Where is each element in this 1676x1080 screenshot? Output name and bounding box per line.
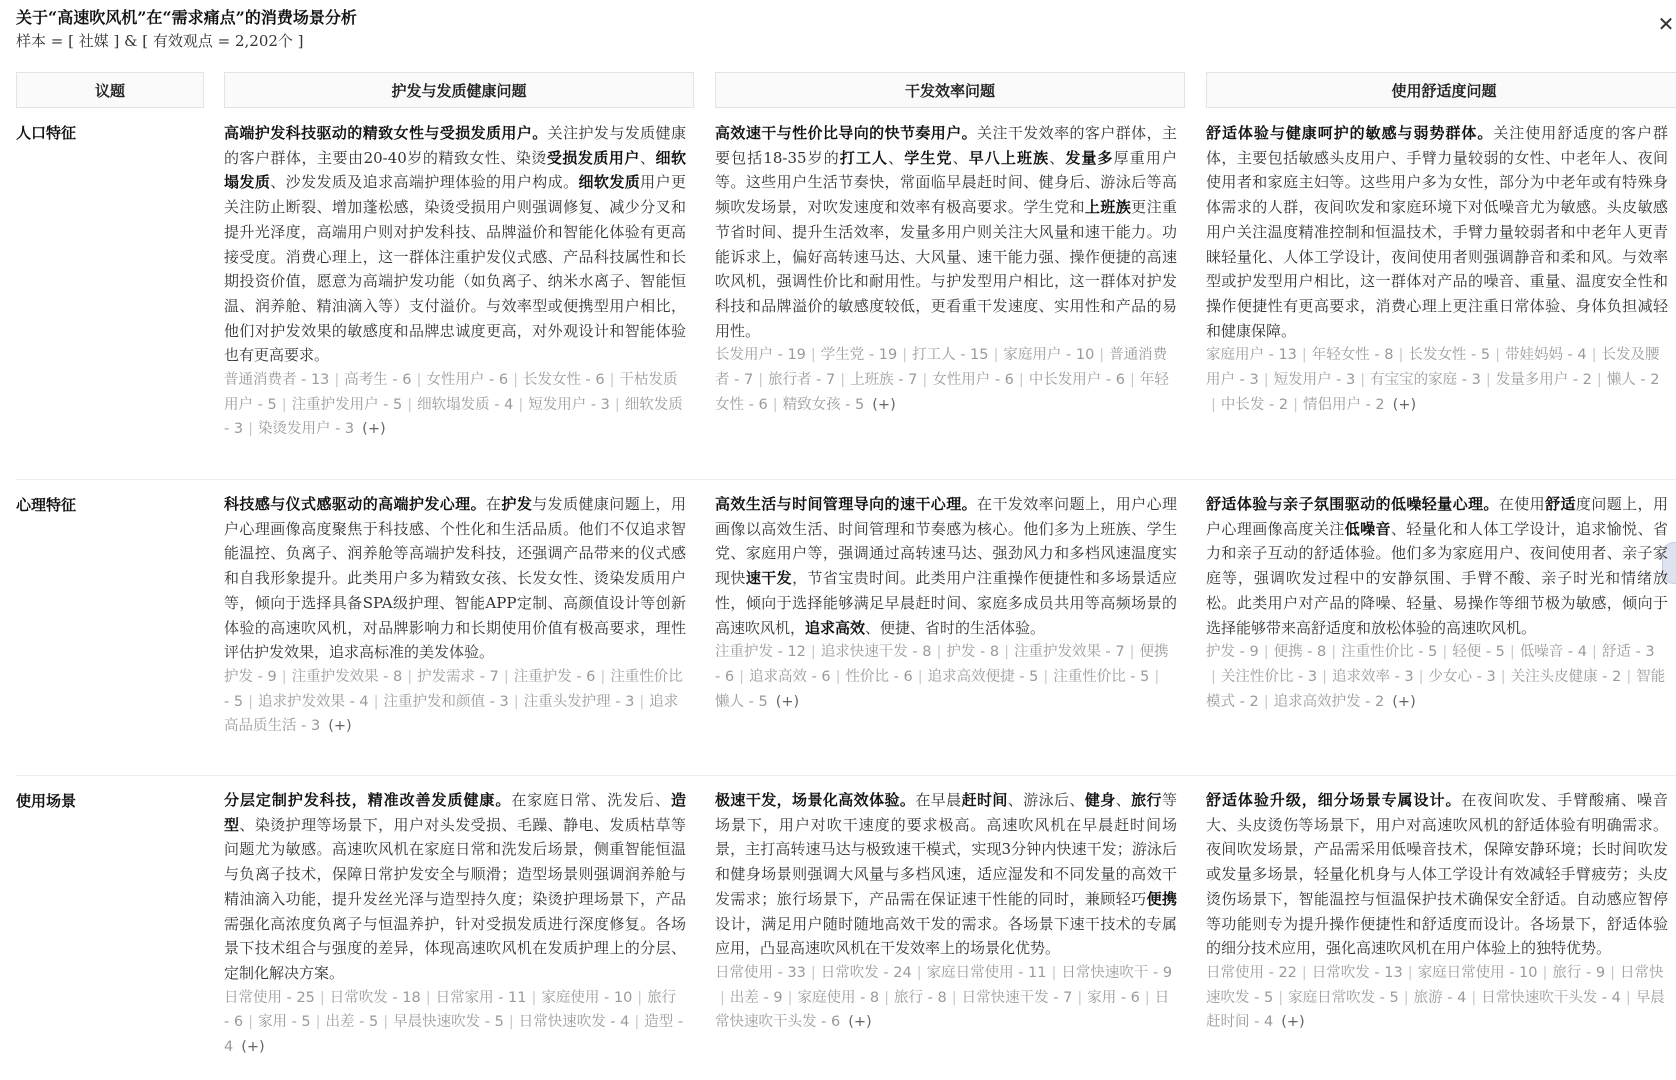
highlight-term: 低噪音	[1344, 519, 1391, 538]
tag-item[interactable]: 注重护发和颜值 - 3	[383, 693, 509, 710]
tag-separator: |	[407, 668, 413, 685]
tag-item[interactable]: 家庭用户 - 13	[1206, 347, 1297, 364]
cell-demographics-hair-care	[224, 121, 686, 442]
tag-separator: |	[334, 372, 340, 389]
tag-separator: |	[917, 668, 923, 685]
tag-item[interactable]: 注重护发效果 - 7	[1013, 644, 1125, 661]
tag-list	[715, 343, 1177, 417]
cell-summary: 高效速干与性价比导向的快节奏用户。	[715, 124, 978, 142]
tag-item[interactable]: 高考生 - 6	[344, 372, 412, 389]
tag-separator: |	[810, 644, 816, 661]
tag-separator: |	[1154, 668, 1160, 685]
tag-item[interactable]: 长发及腰用户 - 3	[1206, 347, 1660, 389]
tag-separator: |	[425, 989, 431, 1006]
tag-item[interactable]: 日常吹发 - 24	[820, 964, 912, 981]
highlight-term: 护发	[501, 495, 533, 513]
tag-item[interactable]: 护发 - 8	[946, 644, 1000, 661]
cell-summary: 高端护发科技驱动的精致女性与受损发质用户。	[224, 124, 548, 142]
tag-separator: |	[1418, 668, 1424, 685]
expand-tags-button[interactable]: (+)	[241, 1039, 265, 1056]
tag-item[interactable]: 长发女性 - 5	[1408, 347, 1491, 364]
cell-description	[715, 788, 1177, 961]
tag-item[interactable]: 日常快速吹干头发 - 6	[715, 989, 1170, 1031]
tag-item[interactable]: 旅行 - 9	[1552, 964, 1606, 981]
highlight-term: 造型	[224, 791, 686, 834]
tag-item[interactable]: 细软塌发质 - 4	[417, 396, 514, 413]
tag-list	[1206, 961, 1668, 1035]
cell-text: 等场景下，用户对吹干速度的要求极高。高速吹风机在早晨赶时间场景，主打高转速马达与极致速干模式，实现3分钟内快速干发；游泳后和健身场景则强调大风量与多档风速，适应湿发和不同发量的高效干发需求；旅行场景下，产品需在保证速干性能的同时，兼顾轻巧	[715, 791, 1177, 908]
tag-separator: |	[1509, 644, 1515, 661]
cell-text: 用户更关注防止断裂、增加蓬松感，染烫受损用户则强调修复、减少分叉和提升光泽度，高端用户则对护发科技、品牌溢价和智能化体验有更高接受度。消费心理上，这一群体注重护发仪式感、产品科技属性和长期投资价值，愿意为高端护发功能（如负离子、纳米水离子、智能恒温、润养舱、精油滴入等）支付溢价。与效率型或便携型用户相比，他们对护发效果的敏感度和品牌忠诚度更高，对外观设计和智能体验也有更高要求。	[224, 173, 686, 365]
tag-item[interactable]: 细软发质 - 3	[224, 396, 683, 438]
tag-separator: |	[1263, 644, 1269, 661]
tag-separator: |	[1500, 668, 1506, 685]
tag-separator: |	[513, 372, 518, 389]
tag-item[interactable]: 日常使用 - 22	[1206, 964, 1297, 981]
tag-item[interactable]: 家庭日常使用 - 10	[1417, 964, 1538, 981]
tag-item[interactable]: 关注性价比 - 3	[1220, 668, 1318, 685]
tag-separator: |	[383, 1014, 389, 1031]
expand-tags-button[interactable]: (+)	[1281, 1014, 1305, 1031]
tag-separator: |	[1591, 347, 1597, 364]
cell-text: 更注重节省时间、提升生活效率，发量多用户则关注大风量和速干能力。功能诉求上，偏好高转速马达、大风量、速干能力强、操作便捷的高速吹风机，强调性价比和耐用性。与护发型用户相比，这一群体对护发科技和品牌溢价的敏感度较低，更看重干发速度、实用性和产品的易用性。	[715, 198, 1177, 340]
cell-description	[1206, 788, 1668, 961]
tag-item[interactable]: 懒人 - 2	[1606, 372, 1660, 389]
tag-separator: |	[1322, 668, 1327, 685]
expand-tags-button[interactable]: (+)	[1392, 396, 1417, 413]
tag-separator: |	[407, 396, 413, 413]
tag-item[interactable]: 家庭日常使用 - 11	[926, 964, 1047, 981]
cell-text: 、	[888, 148, 905, 167]
expand-tags-button[interactable]: (+)	[872, 396, 896, 413]
cell-description	[715, 492, 1177, 640]
tag-separator: |	[993, 347, 999, 364]
tag-item[interactable]: 家庭日常吹发 - 5	[1288, 989, 1399, 1006]
tag-separator: |	[840, 372, 846, 389]
cell-demographics-drying-efficiency	[715, 121, 1177, 417]
tag-separator: |	[1625, 989, 1631, 1006]
row-label-demographics: 人口特征	[16, 124, 77, 142]
tag-item[interactable]: 家庭用户 - 10	[1003, 347, 1095, 364]
cell-description	[1206, 492, 1668, 640]
tag-item[interactable]: 女性用户 - 6	[426, 372, 509, 389]
tag-item[interactable]: 少女心 - 3	[1428, 668, 1496, 685]
cell-text: 、	[1115, 791, 1132, 809]
cell-text: 关注护发与发质健康的客户群体，主要由20-40岁的精致女性、染烫	[224, 124, 686, 167]
tag-item[interactable]: 短发用户 - 3	[1273, 372, 1356, 389]
tag-item[interactable]: 日常快速吹干 - 9	[1061, 964, 1173, 981]
tag-separator: |	[1301, 964, 1307, 981]
tag-item[interactable]: 日常使用 - 33	[715, 964, 806, 981]
tag-item[interactable]: 年轻女性 - 6	[715, 372, 1169, 413]
tag-list	[715, 961, 1177, 1035]
tag-item[interactable]: 家庭使用 - 10	[541, 989, 633, 1006]
column-header-hair-care[interactable]: 护发与发质健康问题	[224, 72, 694, 108]
tag-list	[224, 986, 686, 1060]
tag-separator: |	[1293, 396, 1298, 413]
cell-summary: 舒适体验升级，细分场景专属设计。	[1206, 791, 1462, 809]
tag-item[interactable]: 干枯发质用户 - 5	[224, 372, 678, 413]
tag-separator: |	[1398, 347, 1404, 364]
tag-item[interactable]: 注重头发护理 - 3	[523, 693, 635, 710]
tag-list	[224, 368, 686, 442]
tag-item[interactable]: 关注头皮健康 - 2	[1510, 668, 1622, 685]
tag-item[interactable]: 日常快速干发 - 7	[961, 989, 1073, 1006]
tag-item[interactable]: 追求护发效果 - 4	[257, 693, 369, 710]
tag-separator: |	[1018, 372, 1024, 389]
highlight-term: 舒适	[1545, 495, 1576, 513]
cell-text: 在家庭日常、洗发后、	[511, 791, 671, 809]
tag-item[interactable]: 护发需求 - 7	[417, 668, 499, 685]
cell-text: 在使用	[1498, 495, 1546, 513]
cell-text: ，节省宝贵时间。此类用户注重操作便捷性和多场景适应性，倾向于选择能够满足早晨赶时间、家庭多成员共用等高频场景的高速吹风机，	[715, 569, 1177, 637]
sample-info: 样本 = [ 社媒 ] & [ 有效观点 = 2,202个 ]	[16, 32, 304, 50]
column-header-drying-efficiency[interactable]: 干发效率问题	[715, 72, 1185, 108]
tag-separator: |	[1407, 964, 1413, 981]
tag-separator: |	[1211, 396, 1216, 413]
tag-separator: |	[902, 347, 908, 364]
tag-separator: |	[810, 964, 816, 981]
tag-separator: |	[1051, 964, 1057, 981]
highlight-term: 健身	[1084, 791, 1116, 809]
tag-separator: |	[1403, 989, 1409, 1006]
tag-item[interactable]: 普通消费者 - 7	[715, 347, 1168, 389]
tag-separator: |	[1442, 644, 1448, 661]
tag-list	[1206, 343, 1668, 417]
tag-separator: |	[810, 347, 816, 364]
tag-item[interactable]: 家庭使用 - 8	[797, 989, 880, 1006]
tag-list	[224, 665, 686, 739]
tag-list	[715, 640, 1177, 714]
tag-separator: |	[1485, 372, 1491, 389]
tag-item[interactable]: 女性用户 - 6	[932, 372, 1014, 389]
tag-separator: |	[281, 396, 287, 413]
tag-item[interactable]: 注重性价比 - 5	[224, 668, 683, 710]
cell-usage-comfort	[1206, 788, 1668, 1035]
column-header-topic[interactable]: 议题	[16, 72, 204, 108]
cell-summary: 科技感与仪式感驱动的高端护发心理。	[224, 495, 486, 513]
tag-separator: |	[1360, 372, 1366, 389]
cell-text: 厚重用户等。这些用户生活节奏快，常面临早晨赶时间、健身后、游泳后等高频吹发场景，对吹发速度和效率有极高要求。学生党和	[715, 148, 1177, 217]
close-icon[interactable]: ✕	[1657, 12, 1675, 36]
page-title: 关于“高速吹风机”在“需求痛点”的消费场景分析	[16, 8, 357, 27]
cell-text: 在干发效率问题上，用户心理画像以高效生活、时间管理和节奏感为核心。他们多为上班族、学生党、家庭用户等，强调通过高转速马达、强劲风力和多档风速温度实现快	[715, 495, 1177, 588]
cell-text: 在	[486, 495, 502, 513]
tag-list	[1206, 640, 1668, 714]
tag-item[interactable]: 护发 - 9	[1206, 644, 1259, 661]
highlight-term: 追求高效	[805, 618, 866, 637]
tag-item[interactable]: 便携 - 8	[1273, 644, 1327, 661]
expand-tags-button[interactable]: (+)	[775, 693, 800, 710]
tag-item[interactable]: 日常吹发 - 13	[1311, 964, 1403, 981]
cell-text: 在早晨	[915, 791, 962, 809]
tag-item[interactable]: 注重护发用户 - 5	[291, 396, 403, 413]
tag-separator: |	[1211, 668, 1216, 685]
highlight-term: 细软发质	[578, 173, 641, 192]
tag-item[interactable]: 造型 - 4	[224, 1014, 684, 1056]
tag-item[interactable]: 懒人 - 5	[715, 693, 768, 710]
expand-tags-button[interactable]: (+)	[848, 1014, 872, 1031]
cell-text: 、轻量化和人体工学设计，追求愉悦、省力和亲子互动的舒适体验。他们多为家庭用户、夜间使用者、亲子家庭等，强调吹发过程中的安静氛围、手臂不酸、亲子时光和情绪放松。此类用户对产品的降噪、轻量、易操作等细节极为敏感，倾向于选择能够带来高舒适度和放松体验的高速吹风机。	[1206, 519, 1668, 637]
tag-separator: |	[373, 693, 379, 710]
tag-separator: |	[248, 421, 253, 438]
tag-separator: |	[281, 668, 287, 685]
cell-description	[1206, 121, 1668, 343]
tag-separator: |	[1610, 964, 1615, 981]
cell-text: 、	[639, 148, 656, 167]
tag-separator: |	[248, 1014, 253, 1031]
highlight-term: 发量多	[1065, 148, 1114, 167]
tag-item[interactable]: 早晨快速吹发 - 5	[393, 1014, 504, 1031]
cell-summary: 分层定制护发科技，精准改善发质健康。	[224, 791, 512, 809]
tag-separator: |	[1495, 347, 1500, 364]
tag-item[interactable]: 追求高效便捷 - 5	[927, 668, 1039, 685]
tag-separator: |	[1263, 693, 1269, 710]
tag-item[interactable]: 旅行 - 8	[894, 989, 947, 1006]
tag-separator: |	[609, 372, 615, 389]
tag-separator: |	[1331, 644, 1337, 661]
tag-item[interactable]: 年轻女性 - 8	[1311, 347, 1394, 364]
tag-item[interactable]: 日常快速吹干头发 - 4	[1481, 989, 1621, 1006]
tag-item[interactable]: 带娃妈妈 - 4	[1504, 347, 1587, 364]
tag-item[interactable]: 轻便 - 5	[1452, 644, 1505, 661]
tag-separator: |	[513, 693, 519, 710]
tag-item[interactable]: 注重护发效果 - 8	[291, 668, 403, 685]
cell-demographics-comfort	[1206, 121, 1668, 417]
tag-separator: |	[639, 693, 645, 710]
tag-item[interactable]: 日常吹发 - 18	[329, 989, 421, 1006]
tag-separator: |	[916, 964, 922, 981]
expand-tags-button[interactable]: (+)	[1392, 693, 1416, 710]
tag-item[interactable]: 精致女孩 - 5	[782, 396, 865, 413]
tag-separator: |	[1004, 644, 1009, 661]
tag-separator: |	[600, 668, 606, 685]
expand-tags-button[interactable]: (+)	[328, 718, 352, 735]
highlight-term: 细软塌发质	[224, 148, 686, 192]
cell-text: 、染烫护理等场景下，用户对头发受损、毛躁、静电、发质枯草等问题尤为敏感。高速吹风机在家庭日常和洗发后场景，侧重智能恒温与负离子技术，保障日常护发安全与顺滑；造型场景则强调润养舱与精油滴入功能，提升发丝光泽与造型持久度；染烫护理场景下，产品需强化高浓度负离子与恒温养护，针对受损发质进行深度修复。各场景下技术组合与强度的差异，体现高速吹风机在发质护理上的分层、定制化解决方案。	[224, 815, 686, 982]
tag-item[interactable]: 旅游 - 4	[1413, 989, 1467, 1006]
cell-usage-drying-efficiency	[715, 788, 1177, 1035]
tag-item[interactable]: 家用 - 5	[257, 1014, 311, 1031]
cell-psychology-hair-care	[224, 492, 686, 739]
tag-item[interactable]: 早晨赶时间 - 4	[1206, 989, 1665, 1031]
tag-separator: |	[416, 372, 422, 389]
cell-description	[715, 121, 1177, 343]
tag-separator: |	[1301, 347, 1307, 364]
tag-separator: |	[315, 1014, 321, 1031]
tag-item[interactable]: 追求高效 - 6	[748, 668, 831, 685]
tag-item[interactable]: 出差 - 5	[325, 1014, 379, 1031]
tag-separator: |	[1129, 644, 1135, 661]
tag-separator: |	[884, 989, 890, 1006]
cell-summary: 极速干发，场景化高效体验。	[715, 791, 916, 809]
tag-item[interactable]: 打工人 - 15	[912, 347, 989, 364]
tag-item[interactable]: 注重性价比 - 5	[1341, 644, 1438, 661]
tag-separator: |	[1144, 989, 1150, 1006]
tag-item[interactable]: 有宝宝的家庭 - 3	[1370, 372, 1481, 389]
highlight-term: 上班族	[1084, 198, 1132, 217]
row-divider	[16, 479, 1676, 480]
tag-item[interactable]: 注重护发 - 6	[513, 668, 596, 685]
highlight-term: 打工人	[839, 148, 889, 167]
tag-item[interactable]: 长发用户 - 19	[715, 347, 806, 364]
tag-item[interactable]: 护发 - 9	[224, 668, 277, 685]
tag-item[interactable]: 便携 - 6	[715, 644, 1169, 685]
cell-text: 在夜间吹发、手臂酸痛、噪音大、头皮烫伤等场景下，用户对高速吹风机的舒适体验有明确需求。夜间吹发场景，产品需采用低噪音技术，保障安静环境；长时间吹发或发量多场景，轻量化机身与人体工学设计有效减轻手臂疲劳；头皮烫伤场景下，智能温控与恒温保护技术确保安全舒适。自动感应智停等功能则专为提升操作便捷性和舒适度而设计。各场景下，舒适体验的细分技术应用，强化高速吹风机在用户体验上的独特优势。	[1206, 791, 1668, 958]
cell-description	[224, 121, 686, 368]
tag-separator: |	[758, 372, 764, 389]
cell-description	[224, 492, 686, 665]
tag-separator: |	[1130, 372, 1135, 389]
tag-item[interactable]: 追求高效护发 - 2	[1273, 693, 1385, 710]
cell-text: 、	[952, 148, 969, 167]
cell-description	[224, 788, 686, 986]
tag-item[interactable]: 长发女性 - 6	[522, 372, 605, 389]
tag-separator: |	[531, 989, 537, 1006]
tag-item[interactable]: 日常使用 - 25	[224, 989, 315, 1006]
cell-psychology-drying-efficiency	[715, 492, 1177, 714]
tag-separator: |	[634, 1014, 640, 1031]
tag-separator: |	[503, 668, 509, 685]
tag-item[interactable]: 发量多用户 - 2	[1495, 372, 1592, 389]
tag-item[interactable]: 染烫发用户 - 3	[257, 421, 355, 438]
column-header-comfort[interactable]: 使用舒适度问题	[1206, 72, 1676, 108]
cell-text: 设计，满足用户随时随地高效干发的需求。各场景下速干技术的专属应用，凸显高速吹风机在干发效率上的场景化优势。	[715, 914, 1177, 958]
tag-separator: |	[518, 396, 524, 413]
tag-separator: |	[1077, 989, 1083, 1006]
tag-item[interactable]: 日常快速吹发 - 5	[1206, 964, 1664, 1006]
cell-text: 关注干发效率的客户群体，主要包括18-35岁的	[715, 124, 1177, 167]
highlight-term: 赶时间	[961, 791, 1008, 809]
tag-separator: |	[922, 372, 928, 389]
tag-item[interactable]: 短发用户 - 3	[528, 396, 610, 413]
tag-item[interactable]: 上班族 - 7	[850, 372, 918, 389]
tag-separator: |	[1471, 989, 1477, 1006]
tag-separator: |	[739, 668, 744, 685]
tag-separator: |	[1626, 668, 1632, 685]
tag-separator: |	[614, 396, 620, 413]
cell-psychology-comfort	[1206, 492, 1668, 714]
tag-item[interactable]: 家用 - 6	[1087, 989, 1140, 1006]
cell-summary: 舒适体验与健康呵护的敏感与弱势群体。	[1206, 124, 1494, 142]
row-label-usage-scenarios: 使用场景	[16, 792, 77, 810]
report-header	[16, 6, 357, 52]
tag-separator: |	[936, 644, 942, 661]
highlight-term: 早八上班族	[968, 148, 1050, 167]
cell-text: 关注使用舒适度的客户群体，主要包括敏感头皮用户、手臂力量较弱的女性、中老年人、夜间使用者和家庭主妇等。这些用户多为女性，部分为中老年或有特殊身体需求的人群，夜间吹发和家庭环境下对低噪音尤为敏感。头皮敏感用户关注温度精准控制和恒温技术，手臂力量较弱者和中老年人更青睐轻量化、人体工学设计，夜间使用者则强调静音和柔和风。与效率型或护发型用户相比，这一群体对产品的噪音、重量、温度安全性和操作便捷性有更高要求，消费心理上更注重日常体验、身体负担减轻和健康保障。	[1206, 124, 1668, 340]
tag-item[interactable]: 旅行者 - 7	[768, 372, 836, 389]
cell-text: 、沙发发质及追求高端护理体验的用户构成。	[270, 173, 579, 192]
row-divider	[16, 775, 1676, 776]
highlight-term: 学生党	[904, 148, 953, 167]
cell-text: 、	[1049, 148, 1066, 167]
tag-item[interactable]: 日常家用 - 11	[435, 989, 527, 1006]
tag-separator: |	[1278, 989, 1284, 1006]
tag-item[interactable]: 舒适 - 3	[1601, 644, 1655, 661]
tag-item[interactable]: 中长发用户 - 6	[1028, 372, 1125, 389]
tag-item[interactable]: 追求快速干发 - 8	[820, 644, 932, 661]
highlight-term: 速干发	[745, 569, 793, 588]
tag-separator: |	[248, 693, 253, 710]
tag-item[interactable]: 出差 - 9	[729, 989, 783, 1006]
tag-separator: |	[1099, 347, 1105, 364]
tag-separator: |	[1592, 644, 1597, 661]
tag-separator: |	[637, 989, 643, 1006]
tag-separator: |	[720, 989, 725, 1006]
tag-separator: |	[1263, 372, 1269, 389]
tag-item[interactable]: 性价比 - 6	[845, 668, 913, 685]
highlight-term: 受损发质用户	[546, 148, 640, 167]
tag-item[interactable]: 学生党 - 19	[820, 347, 898, 364]
tag-item[interactable]: 普通消费者 - 13	[224, 372, 330, 389]
tag-item[interactable]: 注重性价比 - 5	[1053, 668, 1150, 685]
cell-text: 与发质健康问题上，用户心理画像高度聚焦于科技感、个性化和生活品质。他们不仅追求智能温控、负离子、润养舱等高端护发科技，还强调产品带来的仪式感和自我形象提升。此类用户多为精致女孩、长发女性、烫染发质用户等，倾向于选择具备SPA级护理、智能APP定制、高颜值设计等创新体验的高速吹风机，对品牌影响力和长期使用价值有极高要求，理性评估护发效果，追求高标准的美发体验。	[224, 495, 686, 662]
tag-separator: |	[1043, 668, 1049, 685]
tag-separator: |	[319, 989, 325, 1006]
tag-separator: |	[787, 989, 793, 1006]
tag-item[interactable]: 日常快速吹发 - 4	[518, 1014, 630, 1031]
tag-item[interactable]: 中长发 - 2	[1220, 396, 1289, 413]
tag-separator: |	[951, 989, 957, 1006]
expand-tags-button[interactable]: (+)	[362, 421, 386, 438]
tag-separator: |	[835, 668, 841, 685]
tag-item[interactable]: 追求效率 - 3	[1331, 668, 1414, 685]
tag-item[interactable]: 旅行 - 6	[224, 989, 677, 1031]
tag-item[interactable]: 情侣用户 - 2	[1302, 396, 1385, 413]
cell-text: 、游泳后、	[1007, 791, 1085, 809]
cell-text: 、便捷、省时的生活体验。	[865, 618, 1046, 637]
tag-item[interactable]: 注重护发 - 12	[715, 644, 806, 661]
tag-item[interactable]: 追求高品质生活 - 3	[224, 693, 679, 735]
tag-item[interactable]: 低噪音 - 4	[1519, 644, 1587, 661]
cell-usage-hair-care	[224, 788, 686, 1060]
highlight-term: 旅行	[1131, 791, 1162, 809]
cell-summary: 舒适体验与亲子氛围驱动的低噪轻量心理。	[1206, 495, 1499, 513]
highlight-term: 便携	[1146, 889, 1177, 908]
tag-separator: |	[772, 396, 778, 413]
cell-summary: 高效生活与时间管理导向的速干心理。	[715, 495, 978, 513]
tag-separator: |	[1542, 964, 1548, 981]
cell-text: 度问题上，用户心理画像高度关注	[1206, 495, 1668, 538]
row-label-psychology: 心理特征	[16, 496, 77, 514]
tag-item[interactable]: 智能模式 - 2	[1206, 668, 1666, 710]
tag-separator: |	[1596, 372, 1602, 389]
tag-separator: |	[508, 1014, 514, 1031]
